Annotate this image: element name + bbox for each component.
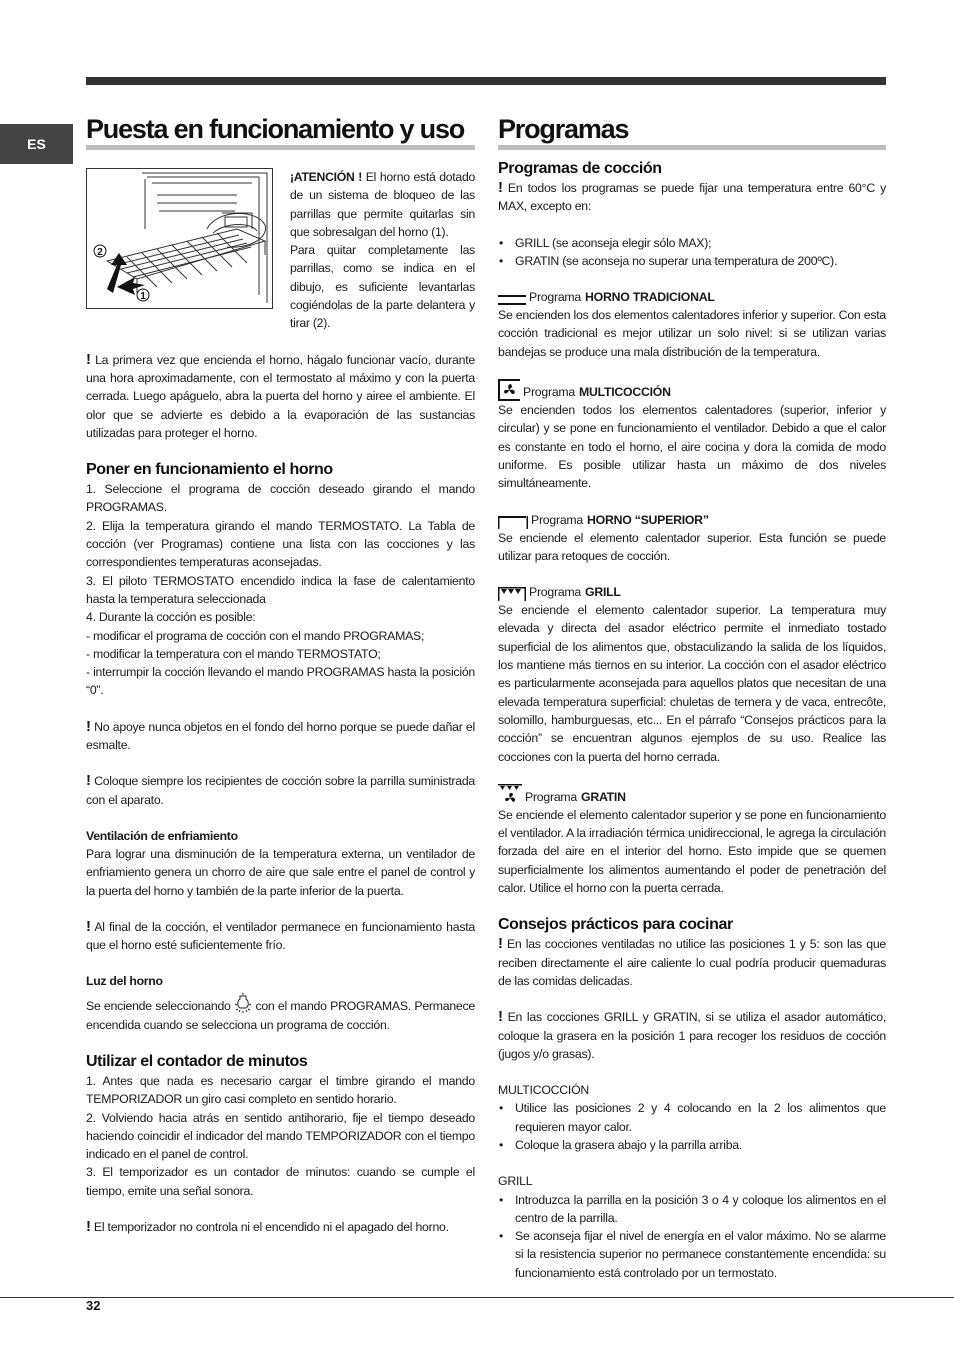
warning-note <box>86 718 475 755</box>
attention-label: ¡ATENCIÓN ! <box>290 170 363 184</box>
program-description: Se enciende el elemento calentador superior y se pone en funcionamiento el ventilador. A la irradiación térmica unidireccional, le agrega la circulación forzada del aire en el interior del horno. Esto impide que se quemen superficialmente los alimentos aumentando el poder de penetración del calor. Utilice el horno con la puerta cerrada. <box>498 807 886 896</box>
timer-step: 3. El temporizador es un contador de minutos: cuando se cumple el tiempo, emite una señal sonora. <box>86 1165 475 1198</box>
section-title-programs: Programas <box>498 112 886 150</box>
warning-mark: ! <box>86 917 91 935</box>
callout-2: 2 <box>97 247 103 258</box>
program-word: Programa <box>529 585 581 600</box>
cook-intro-text: En todos los programas se puede fijar una temperatura entre 60°C y MAX, excepto en: <box>498 181 887 214</box>
light-text-post: con el mando PROGRAMAS. Permanece encendida cuando se selecciona un programa de cocción. <box>86 999 476 1032</box>
program-word: Programa <box>531 512 583 527</box>
program-heading <box>498 379 886 401</box>
grill-icon <box>498 587 526 601</box>
light-text <box>86 992 475 1034</box>
start-step: 3. El piloto TERMOSTATO encendido indica la fase de calentamiento hasta la temperatura seleccionada <box>86 573 475 606</box>
start-step: 2. Elija la temperatura girando el mando TERMOSTATO. La Tabla de cocción (ver Programas) contiene una lista con las cocciones y las correspondientes temperaturas aconsejadas. <box>86 518 475 570</box>
callout-1: 1 <box>140 291 146 302</box>
section-title-start: Puesta en funcionamiento y uso <box>86 112 475 150</box>
grill-tips-list <box>498 1191 886 1282</box>
left-column <box>86 112 475 1236</box>
light-heading: Luz del horno <box>86 974 163 989</box>
attention-text <box>290 168 475 333</box>
program-name: MULTICOCCIÓN <box>579 385 671 400</box>
warning-text: En las cocciones ventiladas no utilice las posiciones 1 y 5: son las que reciben directamente el aire caliente lo cual podría producir quemaduras de las comidas delicadas. <box>498 937 886 988</box>
warning-note <box>86 1218 475 1236</box>
tips-heading: Consejos prácticos para cocinar <box>498 916 733 934</box>
list-item: • Se aconseja fijar el nivel de energía en el valor máximo. No se alarme si la resistencia superior no permanece constantemente encendida: su funcionamiento está controlado por un termostato. <box>498 1227 886 1282</box>
program-name: GRILL <box>585 585 621 600</box>
warning-mark: ! <box>86 350 91 368</box>
fan-icon <box>498 379 520 401</box>
program-description: Se encienden los dos elementos calentadores inferior y superior. Con esta cocción tradicional es mejor utilizar un solo nivel: si se utilizan varias bandejas se produce una mala distribución de la temperatura. <box>498 308 886 359</box>
timer-step: 1. Antes que nada es necesario cargar el timbre girando el mando TEMPORIZADOR un giro casi completo en sentido horario. <box>86 1073 475 1107</box>
program-name: HORNO TRADICIONAL <box>585 290 715 305</box>
program-word: Programa <box>523 385 575 400</box>
start-step: - interrumpir la cocción llevando el mando PROGRAMAS hasta la posición “0”. <box>86 665 475 698</box>
vent-text: Para lograr una disminución de la temperatura externa, un ventilador de enfriamiento genera un chorro de aire que sale entre el panel de control y la puerta del horno y también de la parte inferior de la puerta. <box>86 846 475 898</box>
program-description: Se encienden todos los elementos calentadores (superior, inferior y circular) y se pone en funcionamiento el ventilador. Debido a que el calor es constante en todo el horno, el aire cocina y dora la comida de modo uniforme. Es posible utilizar hasta un máximo de dos niveles simultáneamente. <box>498 403 886 491</box>
traditional-icon <box>498 294 526 306</box>
program-description: Se enciende el elemento calentador superior. La temperatura muy elevada y directa del asador eléctrico permite el inmediato tostado superficial de los alimentos que, obstaculizando la salida de los líquidos, los mantiene más tiernos en su interior. La cocción con el asador eléctrico es particularmente aconsejada para aquellos platos que necesitan de una elevada temperatura superficial: chuletas de ternera y de vaca, entrecôte, solomillo, hamburguesas, etc... En el párrafo “Consejos prácticos para la cocción” se encuentran algunos ejemplos de su uso. Realice las cocciones con la puerta del horno cerrada. <box>498 603 886 764</box>
warning-note <box>498 1008 886 1063</box>
program-heading <box>498 784 886 806</box>
warning-text: El temporizador no controla ni el encendido ni el apagado del horno. <box>93 1220 449 1235</box>
top-heater-icon <box>498 515 528 529</box>
program-heading <box>498 288 886 306</box>
warning-note <box>86 918 475 955</box>
oven-rack-drawing <box>87 169 272 308</box>
list-item: • Coloque la grasera abajo y la parrilla arriba. <box>498 1136 886 1154</box>
program-word: Programa <box>529 290 581 305</box>
start-step: - modificar el programa de cocción con el mando PROGRAMAS; <box>86 628 425 643</box>
grill-label: GRILL <box>498 1174 533 1189</box>
warning-mark: ! <box>86 717 91 735</box>
warning-text: Al final de la cocción, el ventilador permanece en funcionamiento hasta que el horno esté suficientemente frío. <box>86 919 475 953</box>
rack-intro <box>86 168 475 333</box>
multi-tips-list <box>498 1099 886 1154</box>
program-heading <box>498 511 886 529</box>
list-item: • Utilice las posiciones 2 y 4 colocando en la 2 los alimentos que requieren mayor calor. <box>498 1099 886 1136</box>
cook-programs-heading: Programas de cocción <box>498 160 662 177</box>
first-use-text: La primera vez que encienda el horno, hágalo funcionar vacío, durante una hora aproximadamente, con el termostato al máximo y con la puerta cerrada. Luego apáguelo, abra la puerta del horno y airee el ambiente. El olor que se advierte es debido a la evaporación de las sustancias utilizadas para proteger el horno. <box>86 352 475 440</box>
start-heading: Poner en funcionamiento el horno <box>86 461 333 479</box>
warning-mark: ! <box>498 935 503 953</box>
gratin-icon <box>498 784 522 806</box>
list-item: • GRILL (se aconseja elegir sólo MAX); <box>498 234 886 252</box>
list-item: • Introduzca la parrilla en la posición 3 o 4 y coloque los alimentos en el centro de la parrilla. <box>498 1191 886 1228</box>
lamp-icon <box>234 992 252 1014</box>
oven-rack-illustration <box>86 168 273 309</box>
page-number: 32 <box>86 1298 101 1313</box>
program-heading <box>498 583 886 601</box>
start-step: 1. Seleccione el programa de cocción deseado girando el mando PROGRAMAS. <box>86 482 475 515</box>
program-description: Se enciende el elemento calentador superior. Esta función se puede utilizar para retoques de cocción. <box>498 530 886 563</box>
program-name: HORNO “SUPERIOR” <box>587 512 709 527</box>
warning-note <box>86 772 475 809</box>
timer-heading: Utilizar el contador de minutos <box>86 1052 308 1070</box>
top-rule <box>86 77 886 85</box>
warning-mark: ! <box>86 1218 91 1236</box>
multi-label: MULTICOCCIÓN <box>498 1083 590 1098</box>
warning-text: En las cocciones GRILL y GRATIN, si se utiliza el asador automático, coloque la grasera en la posición 1 para recoger los residuos de cocción (jugos y/o grasas). <box>498 1010 886 1061</box>
cook-exceptions-list <box>498 234 886 271</box>
list-item: • GRATIN (se aconseja no superar una temperatura de 200ºC). <box>498 252 886 270</box>
warning-mark: ! <box>86 772 91 790</box>
first-use-note <box>86 351 475 442</box>
light-text-pre: Se enciende seleccionando <box>86 999 231 1014</box>
vent-heading: Ventilación de enfriamiento <box>86 828 238 843</box>
start-step: 4. Durante la cocción es posible: <box>86 610 256 625</box>
attention-body-2: Para quitar completamente las parrillas, como se indica en el dibujo, es suficiente levantarlas cogiéndolas de la parte delantera y tirar (2). <box>290 243 475 331</box>
warning-mark: ! <box>498 1008 503 1026</box>
right-column <box>498 112 886 1282</box>
footer-rule <box>0 1297 954 1298</box>
program-name: GRATIN <box>581 789 626 804</box>
language-tab: ES <box>0 124 73 164</box>
timer-step: 2. Volviendo hacia atrás en sentido antihorario, fije el tiempo deseado haciendo coincidir el indicador del mando TEMPORIZADOR con el tiempo indicado en el panel de control. <box>86 1110 475 1162</box>
cook-intro <box>498 179 886 216</box>
attention-body: El horno está dotado de un sistema de bloqueo de las parrillas que permite quitarlas sin que sobresalgan del horno (1). <box>290 170 476 239</box>
start-step: - modificar la temperatura con el mando TERMOSTATO; <box>86 646 381 661</box>
warning-text: Coloque siempre los recipientes de cocción sobre la parrilla suministrada con el aparato. <box>86 774 475 807</box>
warning-text: No apoye nunca objetos en el fondo del horno porque se puede dañar el esmalte. <box>86 719 476 753</box>
warning-note <box>498 935 886 990</box>
warning-mark: ! <box>498 179 503 196</box>
program-word: Programa <box>525 789 577 804</box>
